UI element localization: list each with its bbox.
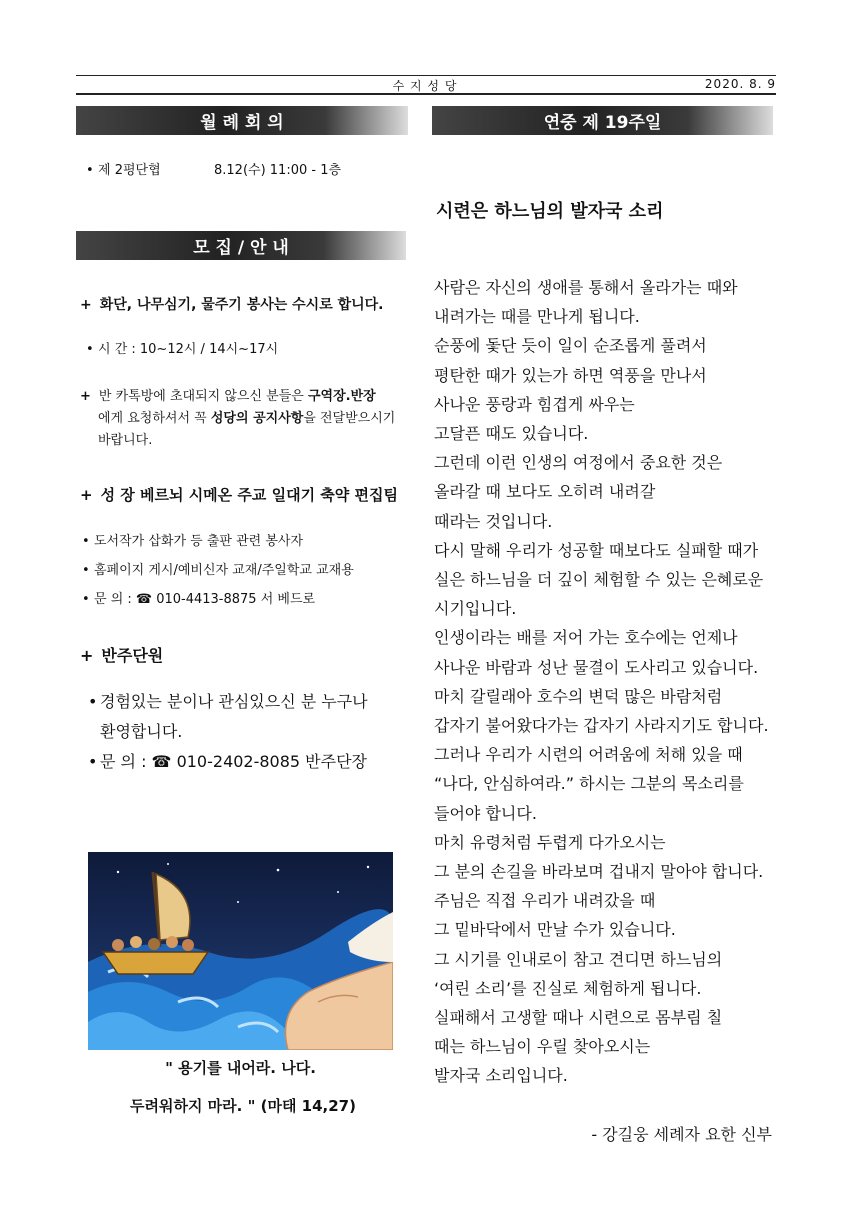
homily-line: 순풍에 돛단 듯이 일이 순조롭게 풀려서	[434, 336, 707, 356]
homily-line: 그 밑바닥에서 만날 수가 있습니다.	[434, 920, 676, 940]
recruit-garden-text: 화단, 나무심기, 물주기 봉사는 수시로 합니다.	[99, 297, 384, 313]
recruit-garden-time: • 시 간 : 10~12시 / 14시~17시	[86, 342, 279, 357]
homily-line: 주님은 직접 우리가 내려갔을 때	[434, 891, 656, 911]
homily-line: 그 시기를 인내로이 참고 견디면 하느님의	[434, 949, 723, 969]
note-text-2: 에게 요청하셔서 꼭	[98, 411, 211, 426]
homily-line: ‘여린 소리’를 진실로 체험하게 됩니다.	[434, 978, 702, 998]
issue-date: 2020. 8. 9	[704, 77, 776, 91]
recruit-accompanist-title: + 반주단원	[80, 646, 164, 665]
header-top-rule	[76, 75, 776, 76]
homily-line: 평탄한 때가 있는가 하면 역풍을 만나서	[434, 365, 707, 385]
homily-line: 올라갈 때 보다도 오히려 내려갈	[434, 482, 656, 502]
homily-line: 때는 하느님이 우릴 찾아오시는	[434, 1037, 651, 1057]
homily-line: 그러나 우리가 시련의 어려움에 처해 있을 때	[434, 745, 743, 765]
homily-line: 발자국 소리입니다.	[434, 1066, 568, 1086]
homily-line: 실은 하느님을 더 깊이 체험할 수 있는 은혜로운	[434, 570, 764, 589]
list-item: • 경험있는 분이나 관심있으신 분 누구나	[88, 692, 368, 711]
list-item: • 도서작가 삽화가 등 출판 관련 봉사자	[82, 534, 304, 549]
homily-line: 내려가는 때를 만나게 됩니다.	[434, 307, 640, 327]
list-item-continuation: 환영합니다.	[100, 722, 183, 741]
recruit-garden-time-text: 시 간 : 10~12시 / 14시~17시	[98, 342, 279, 357]
homily-line: 마치 갈릴래아 호수의 변덕 많은 바람처럼	[434, 686, 723, 706]
homily-line: 마치 유령처럼 두렵게 다가오시는	[434, 832, 666, 852]
list-item: • 문 의 : ☎ 010-4413-8875 서 베드로	[82, 592, 316, 607]
homily-line: 사람은 자신의 생애를 통해서 올라가는 때와	[434, 278, 738, 297]
recruit-garden-title: + 화단, 나무심기, 물주기 봉사는 수시로 합니다.	[80, 297, 384, 313]
meeting-name: 제 2평단협	[98, 163, 161, 178]
recruit-note: + 반 카톡방에 초대되지 않으신 분들은 구역장.반장 에게 요청하셔서 꼭 성당의 공지사항을 전달받으시기 바랍니다.	[80, 386, 395, 452]
note-bold-2: 성당의 공지사항	[210, 411, 304, 426]
note-text-4: 바랍니다.	[98, 433, 153, 448]
meeting-item: • 제 2평단협	[86, 163, 161, 178]
list-item-text: 경험있는 분이나 관심있으신 분 누구나	[100, 692, 368, 711]
section-title-recruit: 모 집 / 안 내	[76, 231, 406, 260]
homily-line: “나다, 안심하여라.” 하시는 그분의 목소리를	[434, 774, 744, 794]
list-item-text: 문 의 : ☎ 010-2402-8085 반주단장	[100, 752, 368, 771]
gospel-illustration	[88, 852, 393, 1050]
section-title-monthly-meeting: 월 례 회 의	[76, 106, 408, 135]
homily-line: 시기입니다.	[434, 599, 517, 619]
homily-headline: 시련은 하느님의 발자국 소리	[436, 201, 664, 222]
recruit-editorial-title: + 성 장 베르뇌 시메온 주교 일대기 축약 편집팀	[80, 486, 398, 504]
recruit-accompanist-text: 반주단원	[101, 646, 164, 665]
homily-author: - 강길웅 세례자 요한 신부	[591, 1125, 772, 1144]
parish-name: 수 지 성 당	[392, 79, 458, 93]
section-title-sunday: 연중 제 19주일	[432, 106, 773, 135]
storm-boat-illustration	[88, 852, 393, 1050]
note-bold-1: 구역장.반장	[307, 389, 376, 404]
list-item-text: 도서작가 삽화가 등 출판 관련 봉사자	[94, 534, 304, 549]
list-item: • 문 의 : ☎ 010-2402-8085 반주단장	[88, 752, 368, 771]
illustration-caption-line2: 두려워하지 마라. " (마태 14,27)	[130, 1097, 356, 1115]
homily-line: 사나운 풍랑과 힘겹게 싸우는	[434, 394, 635, 414]
homily-line: 들어야 합니다.	[434, 803, 537, 823]
list-item-text: 홈페이지 게시/예비신자 교재/주일학교 교재용	[94, 563, 354, 578]
meeting-time: 8.12(수) 11:00 - 1층	[214, 163, 342, 178]
list-item-text: 문 의 : ☎ 010-4413-8875 서 베드로	[94, 592, 316, 607]
homily-line: 갑자기 불어왔다가는 갑자기 사라지기도 합니다.	[434, 716, 769, 735]
recruit-editorial-text: 성 장 베르뇌 시메온 주교 일대기 축약 편집팀	[100, 486, 398, 504]
homily-line: 인생이라는 배를 저어 가는 호수에는 언제나	[434, 628, 738, 648]
list-item: • 홈페이지 게시/예비신자 교재/주일학교 교재용	[82, 563, 354, 578]
header-bottom-rule	[76, 93, 776, 95]
recruit-editorial-list	[82, 527, 354, 614]
homily-line: 그 분의 손길을 바라보며 겁내지 말아야 합니다.	[434, 862, 764, 881]
homily-line: 실패해서 고생할 때나 시련으로 몸부림 칠	[434, 1008, 723, 1027]
homily-line: 그런데 이런 인생의 여정에서 중요한 것은	[434, 453, 723, 473]
illustration-caption-line1: " 용기를 내어라. 나다.	[165, 1059, 316, 1077]
recruit-accompanist-list	[88, 687, 368, 777]
homily-line: 고달픈 때도 있습니다.	[434, 424, 589, 443]
note-text-1: 반 카톡방에 초대되지 않으신 분들은	[98, 389, 308, 404]
note-text-3: 을 전달받으시기	[303, 411, 396, 426]
homily-line: 사나운 바람과 성난 물결이 도사리고 있습니다.	[434, 657, 759, 677]
homily-line: 때라는 것입니다.	[434, 511, 553, 531]
homily-line: 다시 말해 우리가 성공할 때보다도 실패할 때가	[434, 540, 759, 560]
